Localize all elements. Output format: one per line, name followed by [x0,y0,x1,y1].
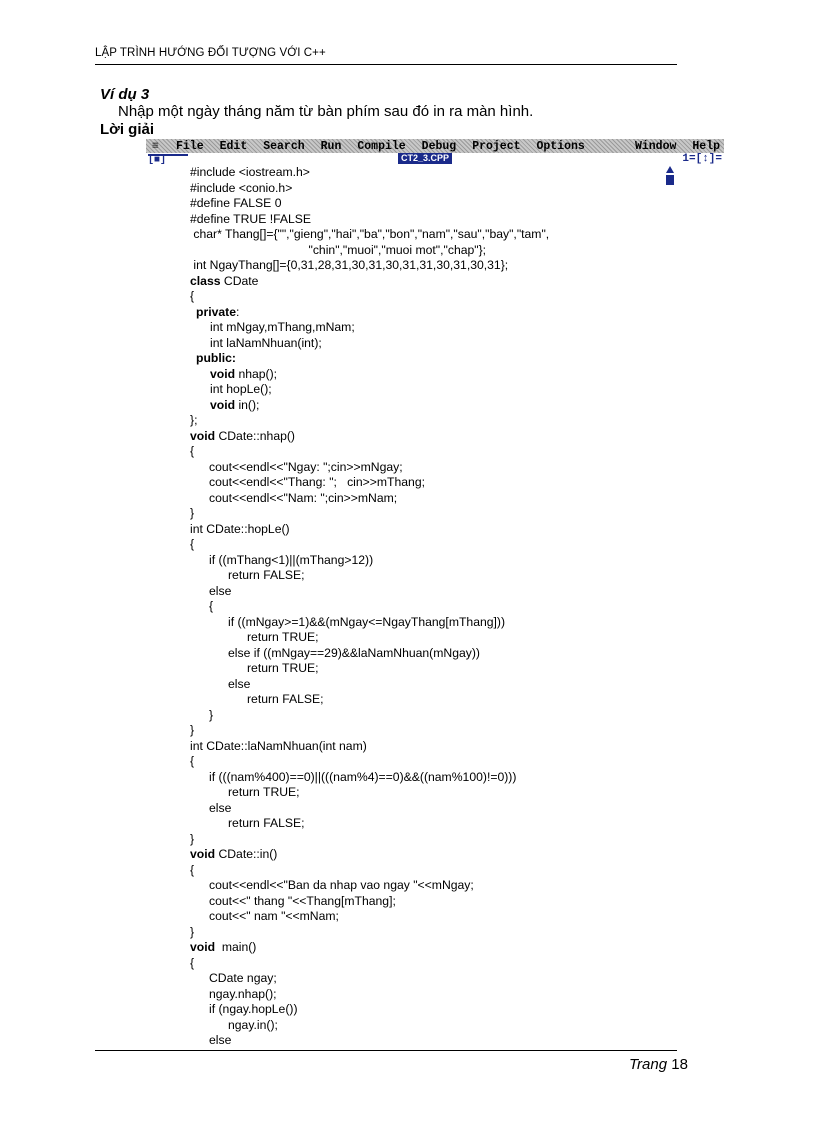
code-text: }; [190,413,198,427]
code-text: cout<<endl<<"Thang: "; cin>>mThang; [209,475,425,489]
code-line [190,801,549,817]
code-text: else [209,1033,232,1047]
code-text: } [190,506,195,520]
code-text: ngay.in(); [228,1017,278,1032]
code-text: { [190,862,195,877]
code-text: cout<<endl<<"Ban da nhap vao ngay "<<mNgay; [209,878,474,892]
code-text: int CDate::hopLe() [190,521,290,536]
code-line [190,460,549,476]
code-line [190,165,549,181]
code-text: if ((mThang<1)||(mThang>12)) [209,552,374,567]
code-text: : [235,304,240,319]
code-text: cout<<endl<<"Nam: ";cin>>mNam; [209,490,398,505]
code-line [190,398,549,414]
menu-file: File [176,139,204,153]
code-text: int NgayThang[]={0,31,28,31,30,31,30,31,31,30,31,30,31}; [190,258,509,272]
code-text: in(); [235,397,260,412]
code-text: else if ((mNgay==29)&&laNamNhuan(mNgay)) [228,645,480,660]
code-text: return FALSE; [228,816,305,830]
code-text: if (ngay.hopLe()) [209,1002,298,1016]
code-line [190,723,549,739]
code-text: int mNgay,mThang,mNam; [210,320,355,334]
header-rule [95,64,677,65]
code-text: { [209,599,214,613]
menu-help: Help [692,139,720,153]
page-label: Trang [629,1056,668,1073]
code-text: char* Thang[]={"","gieng","hai","ba","bon","nam","sau","bay","tam", [190,227,550,241]
code-keyword: void [190,428,216,443]
code-text: } [190,831,195,846]
page-number [629,1056,688,1073]
code-text: if (((nam%400)==0)||(((nam%4)==0)&&((nam%100)!=0))) [209,769,517,784]
code-line [190,584,549,600]
code-line [190,925,549,941]
code-line [190,878,549,894]
code-text: int laNamNhuan(int); [210,335,322,350]
code-text: return TRUE; [228,785,300,799]
code-line [190,320,549,336]
code-line [190,537,549,553]
code-text: #define TRUE !FALSE [190,211,312,226]
code-line [190,1018,549,1034]
example-description: Nhập một ngày tháng năm từ bàn phím sau đó in ra màn hình. [118,103,534,120]
code-line [190,491,549,507]
code-text: { [190,955,195,970]
code-text: ngay.nhap(); [209,986,277,1001]
code-line [190,243,549,259]
system-menu-icon: ≡ [152,139,159,153]
code-line [190,661,549,677]
code-line [190,1033,549,1049]
menu-window: Window [634,139,677,153]
code-line [190,909,549,925]
code-line [190,274,549,290]
code-text: else [209,583,232,598]
code-line [190,351,549,367]
menu-project: Project [472,139,521,153]
code-line [190,785,549,801]
code-line [190,940,549,956]
code-text: CDate::nhap() [215,428,295,443]
code-line [190,336,549,352]
window-close-box: [■] [148,154,188,164]
code-line [190,708,549,724]
code-line [190,227,549,243]
code-line [190,692,549,708]
code-line [190,382,549,398]
code-line [190,444,549,460]
code-text: cout<<" nam "<<mNam; [209,909,339,923]
code-line [190,289,549,305]
code-line [190,863,549,879]
footer-rule [95,1050,677,1051]
code-line [190,506,549,522]
code-text: { [190,289,195,303]
example-title: Ví dụ 3 [100,86,150,103]
menu-debug: Debug [421,139,457,153]
code-text: } [190,924,195,939]
window-zoom-controls: 1=[↕]= [682,153,722,165]
code-line [190,971,549,987]
code-line [190,212,549,228]
code-line [190,553,549,569]
code-text: { [190,537,195,551]
code-line [190,770,549,786]
code-text: int CDate::laNamNhuan(int nam) [190,738,367,753]
code-text: return FALSE; [247,692,324,706]
code-keyword: void [190,847,216,861]
code-text: CDate::in() [215,847,278,861]
code-line [190,816,549,832]
ide-menubar [146,139,724,153]
code-keyword: void [210,366,236,381]
code-text: } [209,707,214,722]
code-line [190,630,549,646]
code-text: nhap(); [235,366,278,381]
code-line [190,181,549,197]
menu-edit: Edit [219,139,248,153]
code-text: cout<<" thang "<<Thang[mThang]; [209,893,396,908]
code-listing [190,165,549,1049]
code-text: "chin","muoi","muoi mot","chap"}; [190,242,487,257]
menu-options: Options [536,139,585,153]
running-header: LẬP TRÌNH HƯỚNG ĐỐI TƯỢNG VỚI C++ [95,47,326,59]
code-keyword: private [196,304,236,319]
code-line [190,832,549,848]
code-line [190,677,549,693]
code-line [190,956,549,972]
menu-run: Run [320,139,342,153]
code-line [190,568,549,584]
code-line [190,196,549,212]
code-keyword: void [190,940,216,954]
code-keyword: void [210,397,236,412]
code-line [190,258,549,274]
code-text: { [190,754,195,768]
code-text: CDate [220,273,259,288]
code-line [190,599,549,615]
code-text: else [228,676,251,691]
scrollbar-up-icon [666,166,674,188]
code-text: int hopLe(); [210,382,272,396]
code-line [190,847,549,863]
code-text: if ((mNgay>=1)&&(mNgay<=NgayThang[mThang])) [228,614,506,629]
ide-window-titlebar [146,153,724,165]
code-text: return TRUE; [247,661,319,675]
code-text: CDate ngay; [209,971,277,985]
code-line [190,413,549,429]
code-text: main() [215,940,257,954]
code-text: cout<<endl<<"Ngay: ";cin>>mNgay; [209,459,403,474]
menu-compile: Compile [357,139,406,153]
code-text: #include <iostream.h> [190,165,310,179]
code-text: { [190,444,195,458]
code-line [190,1002,549,1018]
solution-heading: Lời giải [100,121,155,138]
code-text: } [190,723,195,737]
code-line [190,646,549,662]
code-line [190,615,549,631]
code-text: #include <conio.h> [190,180,293,195]
code-text: return TRUE; [247,630,319,644]
window-filename: CT2_3.CPP [398,153,452,164]
code-keyword: class [190,273,221,288]
code-line [190,305,549,321]
code-line [190,429,549,445]
code-line [190,754,549,770]
page-number-value: 18 [671,1056,688,1073]
code-line [190,987,549,1003]
code-line [190,367,549,383]
code-keyword: public: [196,351,236,365]
menu-search: Search [263,139,305,153]
code-line [190,475,549,491]
code-text: return FALSE; [228,568,305,582]
code-text: #define FALSE 0 [190,196,282,210]
code-text: else [209,800,232,815]
code-line [190,894,549,910]
code-line [190,739,549,755]
code-line [190,522,549,538]
